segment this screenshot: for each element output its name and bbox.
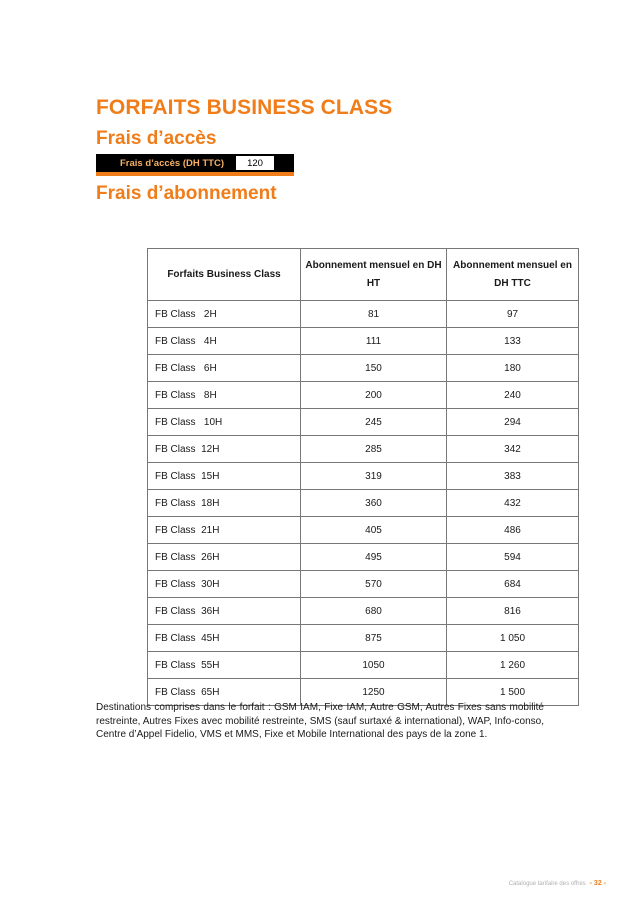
table-row (148, 301, 579, 328)
table-row (148, 571, 579, 598)
price-ht: 570 (301, 571, 447, 598)
table-row (148, 463, 579, 490)
price-ttc: 133 (447, 328, 579, 355)
plan-name: FB Class 2H (148, 301, 301, 328)
price-ttc: 240 (447, 382, 579, 409)
price-ttc: 1 050 (447, 625, 579, 652)
column-header-price-ttc: Abonnement mensuel en DH TTC (447, 249, 579, 301)
access-fee-box (96, 154, 294, 176)
price-ttc: 180 (447, 355, 579, 382)
price-ttc: 486 (447, 517, 579, 544)
page-number: - 32 - (589, 880, 606, 887)
price-ht: 111 (301, 328, 447, 355)
price-ttc: 1 500 (447, 679, 579, 706)
table-row (148, 544, 579, 571)
plan-name: FB Class 45H (148, 625, 301, 652)
access-fee-label: Frais d’accès (DH TTC) (120, 157, 224, 169)
plan-name: FB Class 26H (148, 544, 301, 571)
table-row (148, 625, 579, 652)
plan-name: FB Class 12H (148, 436, 301, 463)
destinations-note: Destinations comprises dans le forfait : GSM IAM, Fixe IAM, Autre GSM, Autres Fixes sans mobilité restreinte, Autres Fixes avec mobilité restreinte, SMS (sauf surtaxé & international), WAP, Info-conso, Centre d’Appel Fidelio, VMS et MMS, Fixe et Mobile International des pays de la zone 1. (96, 702, 544, 740)
access-heading: Frais d’accès (96, 128, 217, 149)
plan-name: FB Class 21H (148, 517, 301, 544)
price-ht: 285 (301, 436, 447, 463)
price-ht: 1250 (301, 679, 447, 706)
plan-name: FB Class 18H (148, 490, 301, 517)
table-row (148, 436, 579, 463)
page-title: FORFAITS BUSINESS CLASS (96, 96, 393, 119)
price-ht: 81 (301, 301, 447, 328)
price-ttc: 342 (447, 436, 579, 463)
price-ttc: 383 (447, 463, 579, 490)
column-header-price-ht: Abonnement mensuel en DH HT (301, 249, 447, 301)
tariff-table (147, 248, 579, 706)
price-ttc: 816 (447, 598, 579, 625)
plan-name: FB Class 15H (148, 463, 301, 490)
plan-name: FB Class 30H (148, 571, 301, 598)
plan-name: FB Class 36H (148, 598, 301, 625)
price-ttc: 1 260 (447, 652, 579, 679)
price-ht: 1050 (301, 652, 447, 679)
price-ttc: 594 (447, 544, 579, 571)
page-footer (509, 880, 606, 887)
price-ttc: 97 (447, 301, 579, 328)
plan-name: FB Class 8H (148, 382, 301, 409)
footer-text: Catalogue tarifaire des offres (508, 880, 586, 887)
plan-name: FB Class 55H (148, 652, 301, 679)
table-row (148, 409, 579, 436)
plan-name: FB Class 10H (148, 409, 301, 436)
price-ttc: 432 (447, 490, 579, 517)
subscription-heading: Frais d’abonnement (96, 183, 277, 204)
plan-name: FB Class 65H (148, 679, 301, 706)
price-ttc: 294 (447, 409, 579, 436)
column-header-plan: Forfaits Business Class (148, 249, 301, 301)
table-row (148, 652, 579, 679)
price-ht: 875 (301, 625, 447, 652)
table-header-row (148, 249, 579, 301)
table-row (148, 328, 579, 355)
price-ht: 360 (301, 490, 447, 517)
price-ht: 150 (301, 355, 447, 382)
price-ht: 245 (301, 409, 447, 436)
table-row (148, 355, 579, 382)
plan-name: FB Class 4H (148, 328, 301, 355)
table-row (148, 517, 579, 544)
access-fee-value: 120 (236, 156, 274, 170)
table-row (148, 490, 579, 517)
price-ht: 680 (301, 598, 447, 625)
price-ttc: 684 (447, 571, 579, 598)
table-row (148, 382, 579, 409)
price-ht: 319 (301, 463, 447, 490)
price-ht: 200 (301, 382, 447, 409)
price-ht: 495 (301, 544, 447, 571)
table-row (148, 598, 579, 625)
plan-name: FB Class 6H (148, 355, 301, 382)
price-ht: 405 (301, 517, 447, 544)
